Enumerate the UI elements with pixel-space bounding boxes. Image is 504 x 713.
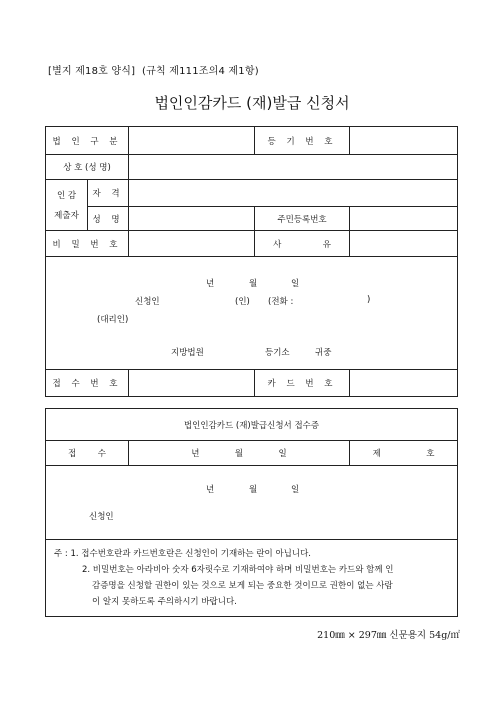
addressee-label: 귀중 [315, 348, 332, 358]
name-label: 상 호 (성 명) [46, 155, 129, 180]
receipt-no-field[interactable] [129, 370, 255, 397]
reason-label-1: 사 [273, 239, 282, 250]
reg-no-field[interactable] [350, 127, 458, 155]
reason-label [255, 231, 350, 257]
date-month: 월 [249, 279, 258, 289]
agent-label: (대리인) [97, 315, 129, 325]
received-year: 년 [191, 449, 200, 459]
phone-close: ) [367, 295, 371, 305]
corp-type-label: 법 인 구 분 [46, 127, 129, 155]
qualification-field[interactable] [129, 180, 458, 207]
received-label [46, 441, 129, 466]
receipt-date-year: 년 [206, 485, 215, 495]
password-field[interactable] [129, 231, 255, 257]
received-no-suffix: 호 [426, 449, 435, 459]
person-name-field[interactable] [129, 207, 255, 231]
resident-no-label: 주민등록번호 [255, 207, 350, 231]
received-no-prefix: 제 [372, 449, 381, 459]
page-title: 법인인감카드 (재)발급 신청서 [154, 94, 350, 112]
reason-field[interactable] [350, 231, 458, 257]
paper-spec: 210㎜ × 297㎜ 신문용지 54g/㎡ [317, 630, 460, 641]
receipt-no-label: 접 수 번 호 [46, 370, 129, 397]
card-no-label: 카 드 번 호 [255, 370, 350, 397]
corp-type-field[interactable] [129, 127, 255, 155]
receipt-applicant-label: 신청인 [89, 512, 114, 522]
received-day: 일 [278, 449, 287, 459]
receipt-date-month: 월 [249, 485, 258, 495]
submitter-label [46, 180, 88, 231]
court-label: 지방법원 [171, 348, 204, 358]
note-line-4: 이 알지 못하도록 주의하시기 바랍니다. [92, 597, 237, 607]
person-name-label: 성 명 [88, 207, 129, 231]
reg-no-label: 등 기 번 호 [255, 127, 350, 155]
card-no-field[interactable] [350, 370, 458, 397]
application-table [45, 126, 458, 397]
submitter-label-line2: 제출자 [54, 211, 79, 221]
submitter-label-line1: 인 감 [56, 191, 77, 201]
name-field[interactable] [129, 155, 458, 180]
phone-label: (전화 : [268, 297, 294, 307]
note-line-3: 감증명을 신청할 권한이 있는 것으로 보게 되는 중요한 것이므로 권한이 없는 사람 [92, 581, 393, 591]
resident-no-field[interactable] [350, 207, 458, 231]
applicant-label: 신청인 [135, 297, 160, 307]
form-number-text: [별지 제18호 양식] [48, 66, 136, 77]
receipt-table [45, 408, 458, 617]
date-year: 년 [206, 279, 215, 289]
application-signature-block [46, 257, 458, 370]
note-1: 1. 접수번호란과 카드번호란은 신청인이 기재하는 란이 아닙니다. [70, 549, 311, 559]
note-line-2: 2. 비밀번호는 아라비아 숫자 6자릿수로 기재하여야 하며 비밀번호는 카드와 함께 인 [82, 565, 394, 575]
reason-label-2: 유 [322, 239, 331, 250]
receipt-title: 법인인감카드 (재)발급신청서 접수증 [46, 409, 458, 441]
receipt-date-day: 일 [291, 485, 300, 495]
note-prefix: 주 : [54, 549, 68, 559]
receipt-signature-block [46, 466, 458, 540]
registry-label: 등기소 [265, 348, 290, 358]
note-line-1 [54, 546, 449, 562]
notes-block [46, 540, 458, 617]
date-day: 일 [291, 279, 300, 289]
rule-reference: (규칙 제111조의4 제1항) [142, 66, 259, 77]
form-number [48, 62, 259, 77]
qualification-label: 자 격 [88, 180, 129, 207]
received-month: 월 [234, 449, 244, 459]
received-no-field[interactable] [350, 441, 458, 466]
received-date-field[interactable] [129, 441, 350, 466]
password-label: 비 밀 번 호 [46, 231, 129, 257]
seal-label: (인) [235, 297, 250, 307]
received-label-text: 접 수 [67, 449, 107, 459]
